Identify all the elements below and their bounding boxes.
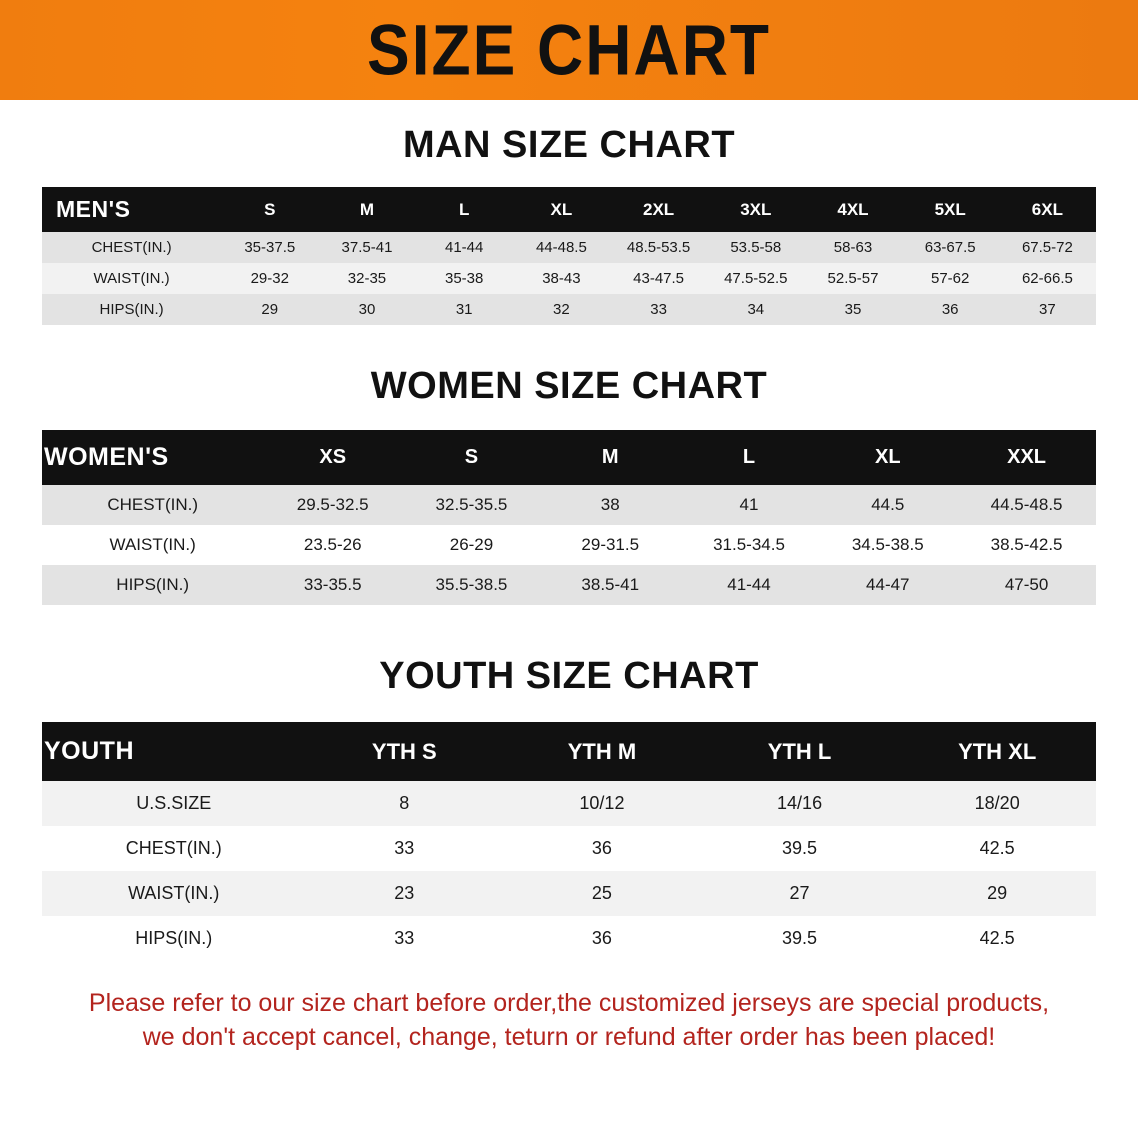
table-cell: 27 xyxy=(789,883,810,903)
table-row xyxy=(42,294,1096,325)
table-cell: 43-47.5 xyxy=(633,270,685,287)
women-table-body xyxy=(42,485,1096,605)
women-section-title: WOMEN SIZE CHART xyxy=(370,365,768,407)
table-row xyxy=(42,525,1096,565)
table-row xyxy=(42,826,1096,871)
disclaimer-note xyxy=(40,987,1098,1055)
youth-table-wrapper xyxy=(42,722,1096,961)
table-cell: 31 xyxy=(455,301,473,318)
table-cell: 47-50 xyxy=(1004,575,1049,594)
table-cell: 35.5-38.5 xyxy=(435,575,508,594)
page-title: SIZE CHART xyxy=(367,9,771,91)
table-cell: 34.5-38.5 xyxy=(851,535,924,554)
table-cell: 44.5-48.5 xyxy=(990,495,1063,514)
table-cell: 47.5-52.5 xyxy=(724,270,788,287)
man-col-m: M xyxy=(359,199,375,219)
man-col-xl: XL xyxy=(550,199,573,219)
man-col-3xl: 3XL xyxy=(740,199,772,219)
table-cell: 35-38 xyxy=(444,270,484,287)
man-table-wrapper xyxy=(42,187,1096,325)
table-cell: 14/16 xyxy=(777,793,823,813)
man-row-label-chest: CHEST(IN.) xyxy=(91,239,172,256)
youth-col-l: YTH L xyxy=(767,738,832,764)
youth-section-title: YOUTH SIZE CHART xyxy=(379,655,759,697)
women-col-xs: XS xyxy=(319,446,347,468)
disclaimer-line-1: Please refer to our size chart before order,the customized jerseys are special products, xyxy=(88,989,1050,1017)
man-size-table xyxy=(42,187,1096,325)
man-section-title: MAN SIZE CHART xyxy=(402,124,736,166)
table-cell: 41-44 xyxy=(727,575,771,594)
table-cell: 62-66.5 xyxy=(1021,270,1073,287)
youth-row-label-ussize: U.S.SIZE xyxy=(136,793,212,813)
women-row-label-waist: WAIST(IN.) xyxy=(109,535,196,554)
women-col-xxl: XXL xyxy=(1007,446,1047,468)
table-cell: 26-29 xyxy=(449,535,494,554)
women-row-label-chest: CHEST(IN.) xyxy=(107,495,198,514)
table-cell: 42.5 xyxy=(979,838,1015,858)
table-cell: 53.5-58 xyxy=(730,239,782,256)
table-row xyxy=(42,263,1096,294)
table-cell: 67.5-72 xyxy=(1021,239,1073,256)
table-cell: 63-67.5 xyxy=(924,239,976,256)
man-row-label-waist: WAIST(IN.) xyxy=(93,270,170,287)
women-col-l: L xyxy=(742,446,756,468)
man-col-l: L xyxy=(458,199,470,219)
table-cell: 30 xyxy=(358,301,376,318)
women-col-xl: XL xyxy=(874,446,901,468)
table-cell: 10/12 xyxy=(579,793,625,813)
table-cell: 32.5-35.5 xyxy=(435,495,508,514)
women-size-table xyxy=(42,430,1096,605)
table-header-row xyxy=(42,187,1096,232)
table-row xyxy=(42,781,1096,826)
table-cell: 44.5 xyxy=(871,495,905,514)
man-header-corner: MEN'S xyxy=(56,196,131,222)
table-cell: 29 xyxy=(261,301,279,318)
table-cell: 31.5-34.5 xyxy=(713,535,785,554)
table-cell: 58-63 xyxy=(833,239,873,256)
women-col-m: M xyxy=(601,446,619,468)
table-cell: 41 xyxy=(739,495,759,514)
table-cell: 34 xyxy=(747,301,765,318)
table-cell: 33-35.5 xyxy=(303,575,362,594)
table-cell: 38 xyxy=(600,495,620,514)
man-col-2xl: 2XL xyxy=(642,199,675,219)
women-row-label-hips: HIPS(IN.) xyxy=(116,575,190,594)
table-cell: 23 xyxy=(394,883,415,903)
man-table-body xyxy=(42,232,1096,325)
youth-col-s: YTH S xyxy=(371,738,437,764)
youth-header-corner: YOUTH xyxy=(44,737,134,765)
table-cell: 38.5-41 xyxy=(581,575,640,594)
man-col-6xl: 6XL xyxy=(1031,199,1063,219)
table-cell: 29 xyxy=(987,883,1008,903)
man-row-label-hips: HIPS(IN.) xyxy=(99,301,164,318)
disclaimer-line-2: we don't accept cancel, change, teturn or refund after order has been placed! xyxy=(142,1022,996,1051)
youth-size-table xyxy=(42,722,1096,961)
youth-col-xl: YTH XL xyxy=(958,738,1037,764)
table-cell: 36 xyxy=(591,838,612,858)
table-cell: 29.5-32.5 xyxy=(296,495,369,514)
table-cell: 32-35 xyxy=(347,270,387,287)
youth-row-label-hips: HIPS(IN.) xyxy=(135,928,213,948)
table-row xyxy=(42,232,1096,263)
man-col-s: S xyxy=(264,199,276,219)
table-cell: 48.5-53.5 xyxy=(626,239,691,256)
table-row xyxy=(42,916,1096,961)
youth-col-m: YTH M xyxy=(567,738,637,764)
man-col-4xl: 4XL xyxy=(837,199,869,219)
table-cell: 39.5 xyxy=(782,928,818,948)
table-cell: 36 xyxy=(591,928,612,948)
table-cell: 42.5 xyxy=(979,928,1015,948)
table-row xyxy=(42,565,1096,605)
table-cell: 36 xyxy=(941,301,959,318)
table-cell: 23.5-26 xyxy=(303,535,362,554)
table-cell: 32 xyxy=(553,301,570,318)
table-cell: 35 xyxy=(844,301,862,318)
table-cell: 33 xyxy=(394,928,415,948)
page-banner xyxy=(0,0,1138,100)
table-row xyxy=(42,485,1096,525)
women-table-wrapper xyxy=(42,430,1096,605)
youth-row-label-waist: WAIST(IN.) xyxy=(128,883,220,903)
table-cell: 37 xyxy=(1039,301,1056,318)
table-cell: 8 xyxy=(399,793,410,813)
youth-table-body xyxy=(42,781,1096,961)
table-cell: 44-47 xyxy=(866,575,910,594)
man-table-header xyxy=(42,187,1096,232)
table-cell: 29-32 xyxy=(250,270,289,287)
youth-table-header xyxy=(42,722,1096,781)
table-cell: 52.5-57 xyxy=(827,270,879,287)
table-cell: 29-31.5 xyxy=(581,535,640,554)
table-cell: 33 xyxy=(650,301,667,318)
table-cell: 38.5-42.5 xyxy=(990,535,1063,554)
table-header-row xyxy=(42,722,1096,781)
table-cell: 38-43 xyxy=(542,270,581,287)
women-col-s: S xyxy=(464,446,479,468)
table-cell: 35-37.5 xyxy=(244,239,296,256)
table-cell: 18/20 xyxy=(974,793,1020,813)
table-header-row xyxy=(42,430,1096,485)
table-cell: 41-44 xyxy=(444,239,484,256)
table-cell: 57-62 xyxy=(931,270,970,287)
women-table-header xyxy=(42,430,1096,485)
table-cell: 44-48.5 xyxy=(535,239,587,256)
youth-row-label-chest: CHEST(IN.) xyxy=(125,838,222,858)
table-row xyxy=(42,871,1096,916)
table-cell: 33 xyxy=(394,838,415,858)
women-header-corner: WOMEN'S xyxy=(44,443,169,471)
table-cell: 37.5-41 xyxy=(341,239,393,256)
table-cell: 25 xyxy=(591,883,612,903)
table-cell: 39.5 xyxy=(782,838,818,858)
man-col-5xl: 5XL xyxy=(934,199,966,219)
